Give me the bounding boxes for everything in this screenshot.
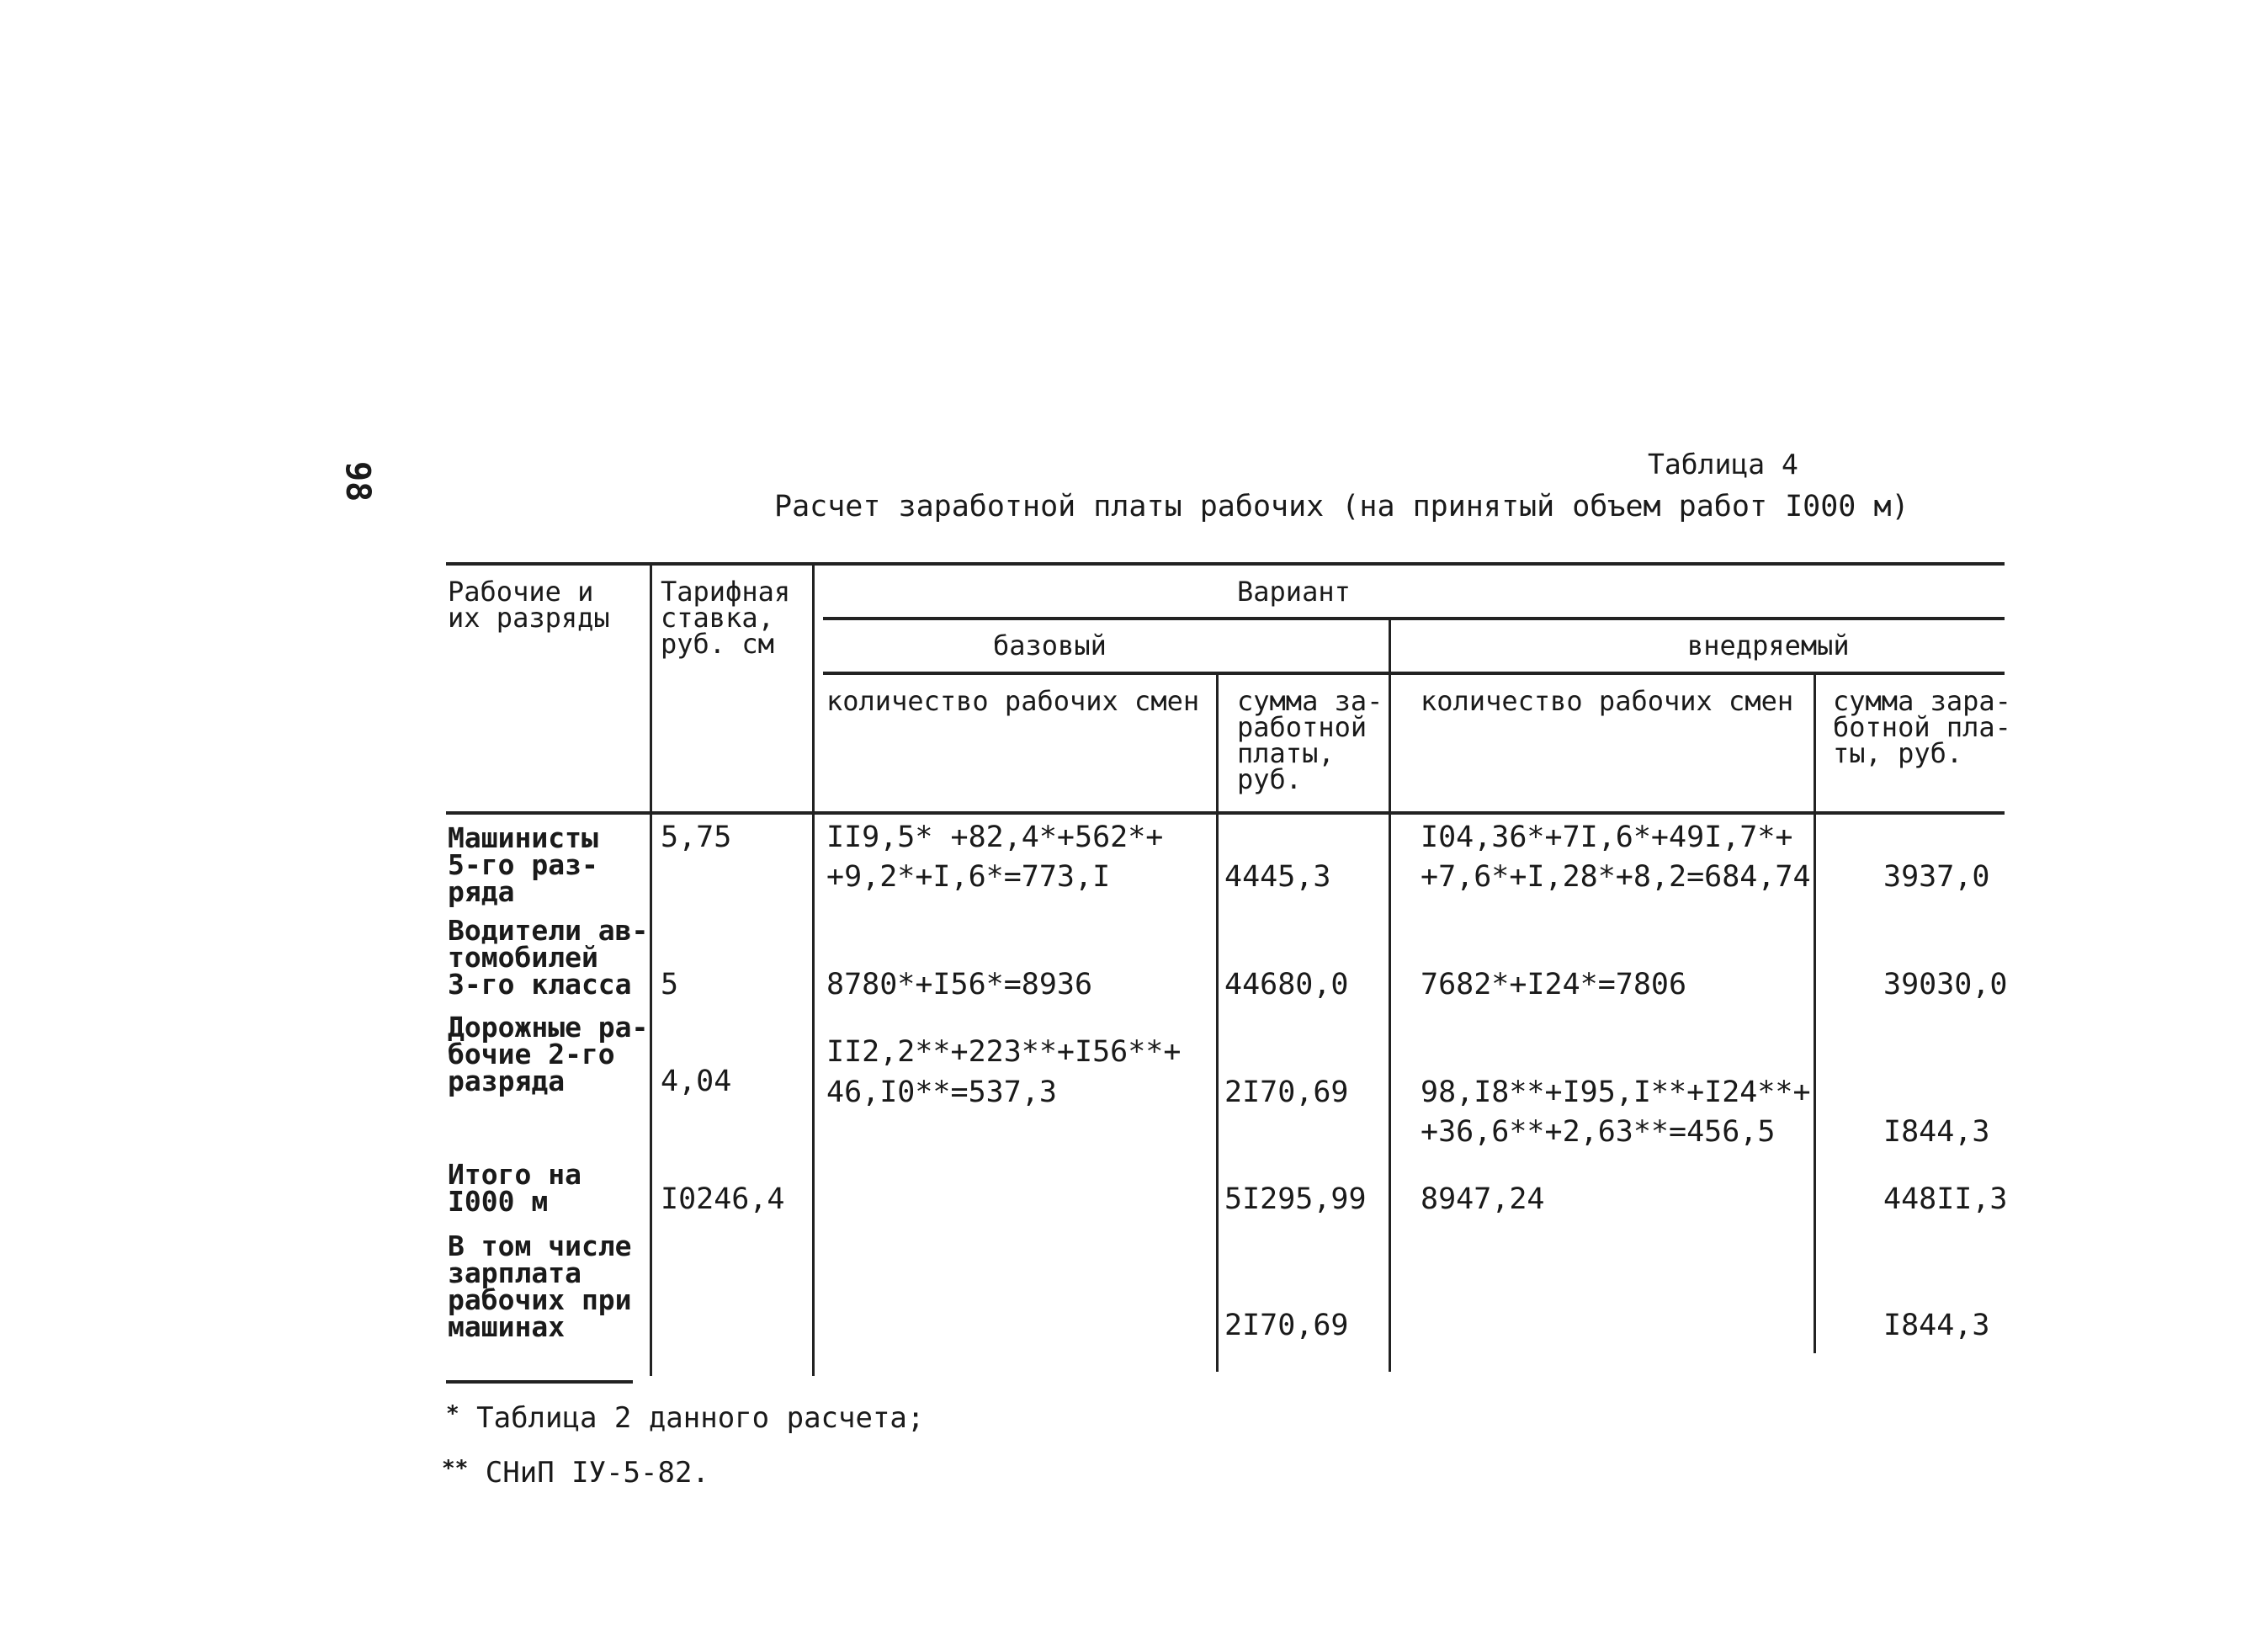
table-top-rule [446,562,2005,566]
header-bottom-rule [446,811,2005,815]
header-base-shifts: количество рабочих смен [826,685,1200,717]
col-divider-1 [650,564,652,1376]
row2-base-shifts: 8780*+I56*=8936 [826,968,1093,1001]
row3-impl-sum: I844,3 [1883,1115,1990,1149]
row1-name: Машинисты 5-го раз- ряда [448,821,598,908]
header-base-sum: сумма за- работной платы, руб. [1237,685,1383,795]
row3-impl-shifts-line2: +36,6**+2,63**=456,5 [1421,1115,1776,1149]
footnote-2-mark: ** [442,1456,469,1481]
row5-impl-sum: I844,3 [1883,1309,1990,1342]
row2-impl-shifts: 7682*+I24*=7806 [1421,968,1687,1001]
footnote-1-mark: * [446,1401,459,1426]
row1-impl-sum: 3937,0 [1883,860,1990,894]
col-divider-3 [1216,673,1219,1372]
header-implemented: внедряемый [1687,629,1850,661]
row1-impl-shifts-line1: I04,36*+7I,6*+49I,7*+ [1421,821,1793,854]
footnote-2 [442,1456,709,1490]
header-base: базовый [993,629,1107,661]
row4-name: Итого на I000 м [448,1158,582,1218]
row5-name: В том числе зарплата рабочих при машинах [448,1230,632,1343]
row3-base-sum: 2I70,69 [1224,1076,1349,1109]
row3-base-shifts-line2: 46,I0**=537,3 [826,1076,1057,1109]
row3-base-shifts-line1: II2,2**+223**+I56**+ [826,1035,1182,1069]
table-bottom-rule [446,1380,633,1384]
row2-name: Водители ав- томобилей 3-го класса [448,914,649,1001]
row1-impl-shifts-line2: +7,6*+I,28*+8,2=684,74 [1421,860,1811,894]
row2-impl-sum: 39030,0 [1883,968,2008,1001]
row1-rate: 5,75 [661,821,732,854]
header-rate: Тарифная ставка, руб. см [661,576,791,660]
row4-impl-shifts: 8947,24 [1421,1182,1545,1216]
row4-rate: I0246,4 [661,1182,785,1216]
row2-base-sum: 44680,0 [1224,968,1349,1001]
variant-rule [823,617,2005,620]
table-title: Расчет заработной платы рабочих (на принятый объем работ I000 м) [774,490,1909,523]
row3-impl-shifts-line1: 98,I8**+I95,I**+I24**+ [1421,1076,1811,1109]
row1-base-shifts-line2: +9,2*+I,6*=773,I [826,860,1111,894]
col-divider-2 [812,564,815,1376]
row3-rate: 4,04 [661,1065,732,1098]
row4-impl-sum: 448II,3 [1883,1182,2008,1216]
subvariant-rule [823,672,2005,675]
header-impl-shifts: количество рабочих смен [1421,685,1794,717]
footnote-1-text: Таблица 2 данного расчета; [476,1401,925,1435]
row5-base-sum: 2I70,69 [1224,1309,1349,1342]
footnote-2-text: СНиП IУ-5-82. [485,1456,709,1490]
row4-base-sum: 5I295,99 [1224,1182,1367,1216]
row1-base-shifts-line1: II9,5* +82,4*+562*+ [826,821,1164,854]
footnote-1 [446,1401,924,1435]
header-impl-sum: сумма зара- ботной пла- ты, руб. [1833,685,2011,769]
header-workers: Рабочие и их разряды [448,576,610,634]
col-divider-4 [1389,619,1391,1372]
row2-rate: 5 [661,968,679,1001]
header-variant: Вариант [1237,576,1351,608]
page-number: 98 [338,461,377,502]
row3-name: Дорожные ра- бочие 2-го разряда [448,1011,649,1097]
col-divider-5 [1814,673,1816,1353]
row1-base-sum: 4445,3 [1224,860,1331,894]
table-label: Таблица 4 [1648,448,1798,481]
